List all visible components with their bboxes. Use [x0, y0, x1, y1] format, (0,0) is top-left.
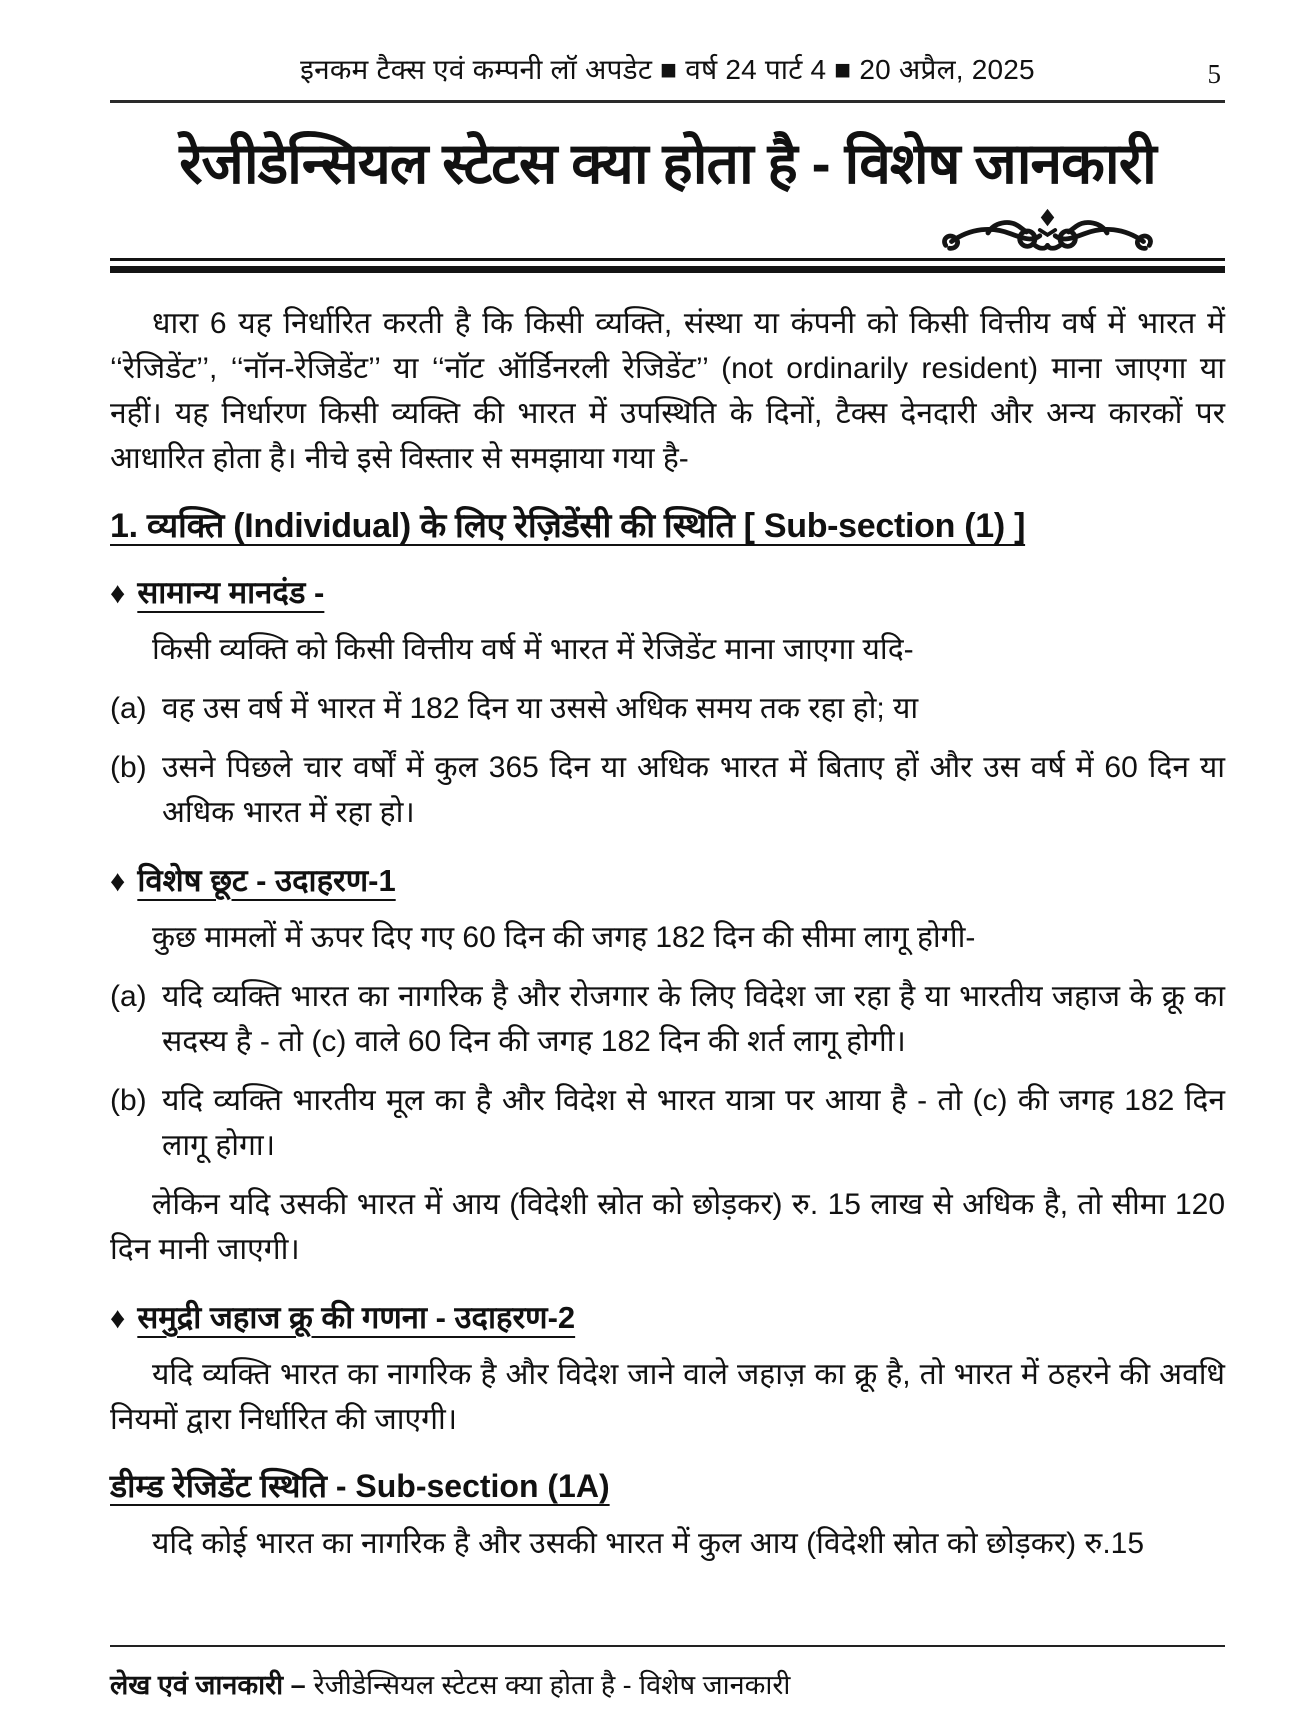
footer-article-title: रेजीडेन्सियल स्टेटस क्या होता है - विशेष जानकारी [313, 1670, 791, 1700]
special-exemption-note: लेकिन यदि उसकी भारत में आय (विदेशी स्रोत को छोड़कर) रु. 15 लाख से अधिक है, तो सीमा 120 दिन मानी जाएगी। [110, 1187, 1225, 1266]
diamond-bullet-icon: ♦ [110, 1301, 126, 1335]
deemed-resident-paragraph: यदि कोई भारत का नागरिक है और उसकी भारत में कुल आय (विदेशी स्रोत को छोड़कर) रु.15 [152, 1526, 1145, 1560]
general-criteria-intro: किसी व्यक्ति को किसी वित्तीय वर्ष में भारत में रेजिडेंट माना जाएगा यदि- [152, 632, 914, 666]
list-item-special-b [110, 1078, 1225, 1168]
subheading-ship-crew-label: समुद्री जहाज क्रू की गणना - उदाहरण-2 [137, 1299, 576, 1335]
journal-header-line: इनकम टैक्स एवं कम्पनी लॉ अपडेट ■ वर्ष 24 पार्ट 4 ■ 20 अप्रैल, 2025 [300, 54, 1035, 85]
list-item-text: यदि व्यक्ति भारतीय मूल का है और विदेश से भारत यात्रा पर आया है - तो (c) की जगह 182 दिन लागू होगा। [162, 1083, 1225, 1162]
diamond-bullet-icon: ♦ [110, 864, 126, 898]
article-title: रेजीडेन्सियल स्टेटस क्या होता है - विशेष जानकारी [179, 132, 1156, 196]
page-header [110, 50, 1225, 103]
page-number: 5 [1207, 59, 1221, 89]
page-footer [110, 1645, 1225, 1733]
double-rule [110, 258, 1225, 273]
flourish-ornament-icon [930, 207, 1165, 255]
list-item-label: (b) [110, 750, 147, 784]
list-item-special-a [110, 974, 1225, 1064]
special-exemption-intro: कुछ मामलों में ऊपर दिए गए 60 दिन की जगह 182 दिन की सीमा लागू होगी- [152, 920, 976, 954]
list-item-general-b [110, 745, 1225, 835]
list-item-label: (a) [110, 979, 147, 1013]
subheading-ship-crew [110, 1296, 1225, 1338]
diamond-bullet-icon: ♦ [110, 576, 126, 610]
list-item-text: उसने पिछले चार वर्षों में कुल 365 दिन या अधिक भारत में बिताए हों और उस वर्ष में 60 दिन या अधिक भारत में रहा हो। [162, 750, 1225, 829]
list-item-general-a [110, 686, 1225, 731]
ship-crew-paragraph: यदि व्यक्ति भारत का नागरिक है और विदेश जाने वाले जहाज़ का क्रू है, तो भारत में ठहरने की अवधि नियमों द्वारा निर्धारित की जाएगी। [110, 1357, 1225, 1436]
subheading-general-criteria-label: सामान्य मानदंड - [137, 574, 325, 610]
list-item-text: यदि व्यक्ति भारत का नागरिक है और रोजगार के लिए विदेश जा रहा है या भारतीय जहाज के क्रू का सदस्य है - तो (c) वाले 60 दिन की जगह 182 दिन की शर्त लागू होगी। [162, 979, 1225, 1058]
subheading-special-exemption [110, 859, 1225, 901]
list-item-text: वह उस वर्ष में भारत में 182 दिन या उससे अधिक समय तक रहा हो; या [162, 691, 919, 725]
subheading-general-criteria [110, 571, 1225, 613]
intro-paragraph: धारा 6 यह निर्धारित करती है कि किसी व्यक्ति, संस्था या कंपनी को किसी वित्तीय वर्ष में भारत में ‘‘रेजिडेंट’’, ‘‘नॉन-रेजिडेंट’’ या ‘‘नॉट ऑर्डिनरली रेजिडेंट’’ (not ordinarily resident) माना जाएगा या नहीं। यह निर्धारण किसी व्यक्ति की भारत में उपस्थिति के दिनों, टैक्स देनदारी और अन्य कारकों पर आधारित होता है। नीचे इसे विस्तार से समझाया गया है- [110, 306, 1225, 475]
section-heading-individual: 1. व्यक्ति (Individual) के लिए रेज़िडेंसी की स्थिति [ Sub-section (1) ] [110, 506, 1026, 545]
list-item-label: (b) [110, 1083, 147, 1117]
subheading-special-exemption-label: विशेष छूट - उदाहरण-1 [137, 862, 396, 898]
footer-label: लेख एवं जानकारी – [110, 1670, 306, 1700]
list-item-label: (a) [110, 691, 147, 725]
ornament-row [110, 205, 1225, 255]
heading-deemed-resident: डीम्ड रेजिडेंट स्थिति - Sub-section (1A) [110, 1467, 610, 1504]
